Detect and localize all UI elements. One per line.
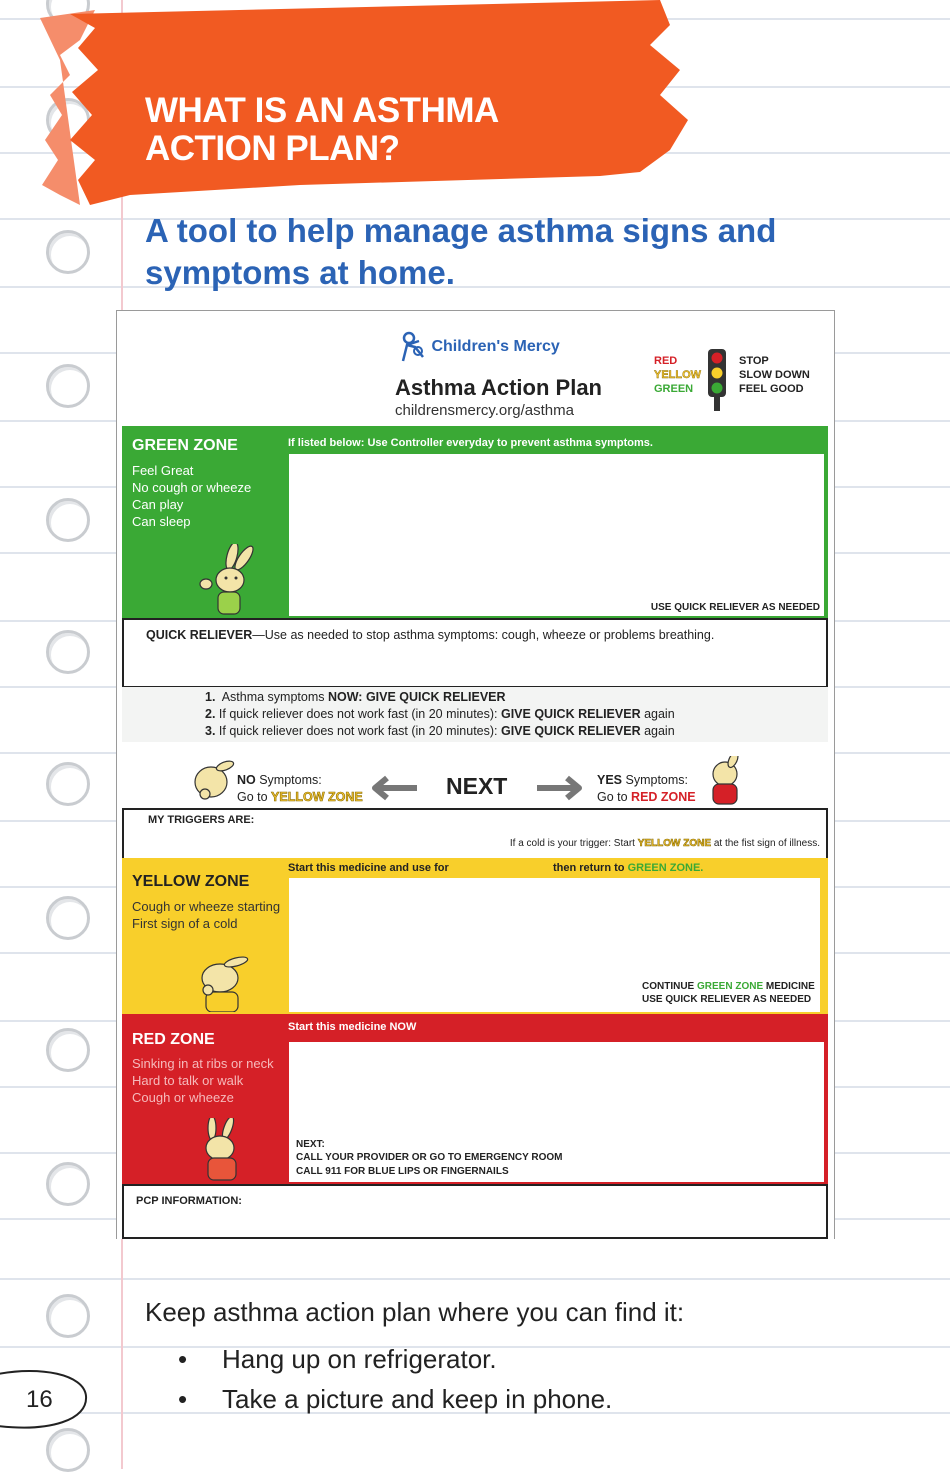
green-zone bbox=[122, 426, 828, 618]
step-item: 1. Asthma symptoms NOW: GIVE QUICK RELIEVER bbox=[205, 690, 506, 704]
yes-symptoms-text: YES Symptoms: Go to RED ZONE bbox=[597, 773, 696, 804]
red-zone-instruction: Start this medicine NOW bbox=[288, 1021, 417, 1033]
storage-intro: Keep asthma action plan where you can find it: bbox=[145, 1297, 685, 1327]
quick-reliever-box[interactable] bbox=[122, 618, 828, 688]
traffic-light-legend-colors bbox=[654, 354, 701, 396]
bullet-dot: • bbox=[178, 1344, 188, 1374]
logo-text: Children's Mercy bbox=[431, 338, 560, 356]
steps-panel bbox=[122, 687, 828, 742]
red-zone-link: RED ZONE bbox=[631, 790, 696, 804]
sick-bunny-icon bbox=[192, 1118, 256, 1182]
yellow-zone-return: then return to GREEN ZONE. bbox=[553, 862, 704, 874]
yellow-zone-instruction: Start this medicine and use for bbox=[288, 862, 449, 874]
pcp-label: PCP INFORMATION: bbox=[136, 1195, 242, 1207]
plan-title: Asthma Action Plan bbox=[395, 375, 602, 400]
green-zone-symptoms: Feel Great No cough or wheeze Can play Can sleep bbox=[132, 463, 252, 529]
happy-bunny-icon bbox=[192, 544, 260, 616]
steps-list bbox=[205, 689, 675, 740]
coughing-bunny-icon bbox=[186, 954, 254, 1012]
triggers-label: MY TRIGGERS ARE: bbox=[148, 814, 255, 826]
green-zone-controller-box[interactable] bbox=[289, 454, 824, 616]
quick-reliever-text: QUICK RELIEVER—Use as needed to stop asthma symptoms: cough, wheeze or problems breathing. bbox=[146, 628, 715, 642]
triggers-note: If a cold is your trigger: Start YELLOW ZONE at the fist sign of illness. bbox=[509, 838, 820, 849]
coughing-bunny-icon bbox=[187, 756, 235, 804]
page-number: 16 bbox=[26, 1386, 53, 1413]
logo-figure-icon bbox=[399, 331, 427, 363]
pcp-information-box[interactable] bbox=[122, 1184, 828, 1239]
green-zone-title: GREEN ZONE bbox=[132, 437, 238, 454]
legend-green: GREEN bbox=[654, 383, 694, 395]
red-zone-next-steps: NEXT: CALL YOUR PROVIDER OR GO TO EMERGENCY ROOM CALL 911 FOR BLUE LIPS OR FINGERNAILS bbox=[296, 1138, 563, 1177]
arrow-right-icon bbox=[535, 773, 585, 803]
red-zone bbox=[122, 1014, 828, 1184]
step-item: 3. If quick reliever does not work fast (in 20 minutes): GIVE QUICK RELIEVER again bbox=[205, 724, 675, 738]
traffic-light-legend-actions: STOP SLOW DOWN FEEL GOOD bbox=[739, 355, 810, 395]
childrens-mercy-logo bbox=[399, 331, 560, 363]
yellow-zone-link: YELLOW ZONE bbox=[271, 790, 363, 804]
page-title: WHAT IS AN ASTHMA ACTION PLAN? bbox=[145, 91, 499, 168]
green-zone-instruction: If listed below: Use Controller everyday to prevent asthma symptoms. bbox=[288, 437, 653, 449]
triggers-box[interactable] bbox=[122, 808, 828, 860]
legend-yellow: YELLOW bbox=[654, 369, 702, 381]
bullet-phone: Take a picture and keep in phone. bbox=[222, 1384, 613, 1414]
yellow-zone-symptoms: Cough or wheeze starting First sign of a cold bbox=[132, 899, 281, 931]
legend-red: RED bbox=[654, 355, 678, 367]
yellow-zone-title: YELLOW ZONE bbox=[132, 873, 250, 890]
plan-url: childrensmercy.org/asthma bbox=[395, 402, 574, 419]
arrow-left-icon bbox=[369, 773, 419, 803]
sick-bunny-icon bbox=[705, 756, 745, 806]
quick-reliever-label: QUICK RELIEVER bbox=[146, 628, 253, 642]
next-label: NEXT bbox=[446, 773, 508, 799]
red-zone-medicine-box[interactable] bbox=[289, 1042, 824, 1182]
yellow-zone-footer: CONTINUE GREEN ZONE MEDICINE USE QUICK RELIEVER AS NEEDED bbox=[642, 981, 815, 1005]
bullet-refrigerator: Hang up on refrigerator. bbox=[222, 1344, 497, 1374]
yellow-zone-medicine-box[interactable] bbox=[289, 878, 820, 1012]
yellow-zone bbox=[122, 858, 828, 1014]
red-zone-title: RED ZONE bbox=[132, 1031, 215, 1048]
no-symptoms-text: NO Symptoms: Go to YELLOW ZONE bbox=[237, 773, 363, 804]
bullet-dot: • bbox=[178, 1384, 188, 1414]
traffic-light-icon bbox=[706, 349, 728, 411]
page-subtitle: A tool to help manage asthma signs and symptoms at home. bbox=[145, 212, 777, 291]
red-zone-symptoms: Sinking in at ribs or neck Hard to talk or walk Cough or wheeze bbox=[132, 1056, 274, 1105]
asthma-action-plan-card bbox=[116, 310, 835, 1239]
step-item: 2. If quick reliever does not work fast (in 20 minutes): GIVE QUICK RELIEVER again bbox=[205, 707, 675, 721]
green-zone-footer: USE QUICK RELIEVER AS NEEDED bbox=[650, 602, 820, 613]
